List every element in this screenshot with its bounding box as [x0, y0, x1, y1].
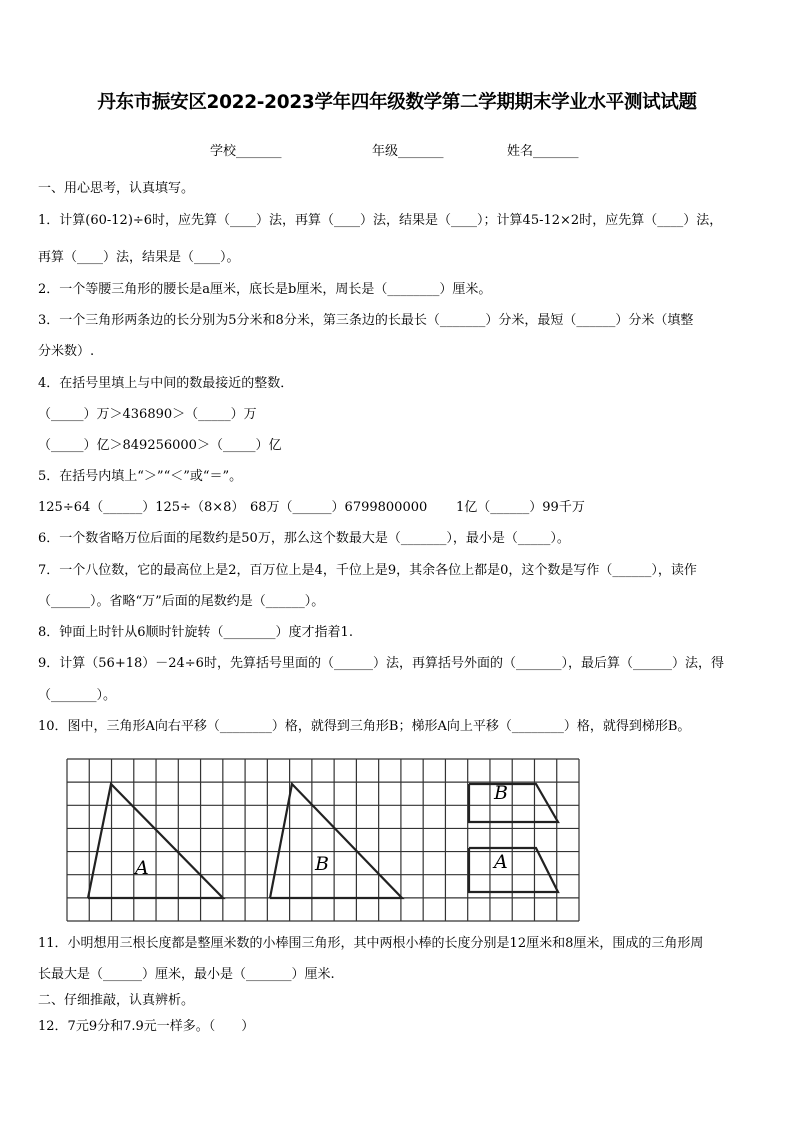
question-4-item-b: （_____）亿＞849256000＞（_____）亿 [38, 438, 282, 453]
question-9-line-1: 9．计算（56+18）－24÷6时，先算括号里面的（______）法，再算括号外面的（_______），最后算（______）法，得 [38, 656, 724, 671]
trapezoid-b-label: B [494, 782, 508, 804]
page-title: 丹东市振安区2022-2023学年四年级数学第二学期期末学业水平测试试题 [97, 92, 697, 113]
question-8: 8．钟面上时针从6顺时针旋转（________）度才指着1. [38, 625, 353, 640]
question-11-line-2: 长最大是（______）厘米，最小是（_______）厘米. [38, 967, 335, 982]
question-5-item-b: 68万（______）6799800000 [250, 500, 428, 515]
question-6: 6．一个数省略万位后面的尾数约是50万，那么这个数最大是（_______），最小是（_____）。 [38, 531, 570, 546]
question-3-line-2: 分米数）. [38, 344, 95, 359]
question-7-line-2: （______）。省略“万”后面的尾数约是（______）。 [38, 594, 325, 609]
school-field: 学校_______ [210, 144, 282, 159]
question-3-line-1: 3．一个三角形两条边的长分别为5分米和8分米，第三条边的长最长（_______）分米，最短（______）分米（填整 [38, 313, 694, 328]
question-5-item-a: 125÷64（______）125÷（8×8） [38, 500, 245, 515]
trapezoid-b-shape [469, 784, 558, 822]
section-2-heading: 二、仔细推敲，认真辨析。 [38, 993, 195, 1008]
translation-figure [66, 758, 580, 922]
question-10: 10．图中，三角形A向右平移（________）格，就得到三角形B；梯形A向上平移（________）格，就得到梯形B。 [38, 719, 691, 734]
name-field: 姓名_______ [507, 144, 579, 159]
question-2: 2．一个等腰三角形的腰长是a厘米，底长是b厘米，周长是（________）厘米。 [38, 282, 492, 297]
question-1-line-2: 再算（____）法，结果是（____）。 [38, 250, 240, 265]
question-5-item-c: 1亿（______）99千万 [456, 500, 585, 515]
question-11-line-1: 11．小明想用三根长度都是整厘米数的小棒围三角形，其中两根小棒的长度分别是12厘米和8厘米，围成的三角形周 [38, 936, 704, 951]
question-4-item-a: （_____）万＞436890＞（_____）万 [38, 407, 257, 422]
question-1-line-1: 1．计算(60-12)÷6时，应先算（____）法，再算（____）法，结果是（____）；计算45-12×2时，应先算（____）法， [38, 213, 723, 228]
question-5: 5．在括号内填上“＞”“＜”或“＝”。 [38, 469, 243, 484]
question-4: 4．在括号里填上与中间的数最接近的整数． [38, 376, 294, 391]
grade-field: 年级_______ [372, 144, 444, 159]
triangle-a-label: A [135, 857, 149, 879]
grid-figure-svg [66, 758, 580, 922]
section-1-heading: 一、用心思考，认真填写。 [38, 181, 195, 196]
question-12: 12．7元9分和7.9元一样多。（ ） [38, 1019, 255, 1034]
triangle-b-label: B [315, 853, 329, 875]
trapezoid-a-label: A [494, 851, 508, 873]
question-9-line-2: （_______）。 [38, 688, 117, 703]
question-7-line-1: 7．一个八位数，它的最高位上是2，百万位上是4，千位上是9，其余各位上都是0，这个数是写作（______），读作 [38, 563, 697, 578]
trapezoid-a-shape [469, 848, 558, 892]
